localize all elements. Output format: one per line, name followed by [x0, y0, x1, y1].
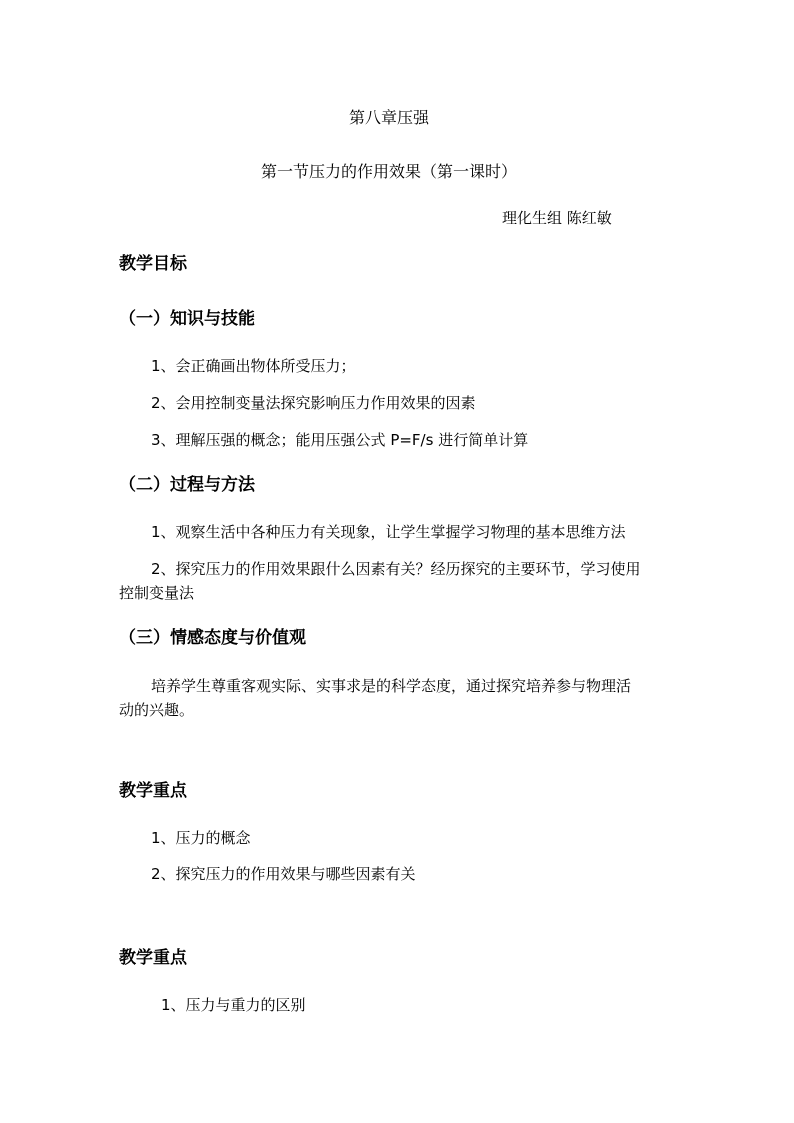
process-item: 2、探究压力的作用效果跟什么因素有关？经历探究的主要环节，学习使用: [151, 560, 641, 578]
knowledge-item: 1、会正确画出物体所受压力；: [151, 357, 356, 375]
knowledge-item: 3、理解压强的概念；能用压强公式 P=F/s 进行简单计算: [151, 431, 529, 449]
key-points-item: 1、压力的概念: [151, 829, 251, 847]
chapter-title: 第八章压强: [349, 108, 430, 127]
difficult-points-item: 1、压力与重力的区别: [161, 996, 306, 1014]
key-points-item: 2、探究压力的作用效果与哪些因素有关: [151, 865, 416, 883]
process-heading: （二）过程与方法: [119, 475, 255, 495]
section-title: 第一节压力的作用效果（第一课时）: [261, 162, 518, 181]
process-item: 控制变量法: [119, 584, 195, 602]
attitude-paragraph-line: 培养学生尊重客观实际、实事求是的科学态度，通过探究培养参与物理活: [151, 677, 632, 695]
author-line: 理化生组 陈红敏: [502, 209, 612, 227]
difficult-points-heading: 教学重点: [119, 948, 187, 968]
key-points-heading: 教学重点: [119, 781, 187, 801]
process-item: 1、观察生活中各种压力有关现象，让学生掌握学习物理的基本思维方法: [151, 523, 626, 541]
knowledge-heading: （一）知识与技能: [119, 309, 255, 329]
objectives-heading: 教学目标: [119, 254, 187, 274]
attitude-paragraph-line: 动的兴趣。: [119, 701, 195, 719]
knowledge-item: 2、会用控制变量法探究影响压力作用效果的因素: [151, 394, 476, 412]
attitude-heading: （三）情感态度与价值观: [119, 628, 306, 648]
